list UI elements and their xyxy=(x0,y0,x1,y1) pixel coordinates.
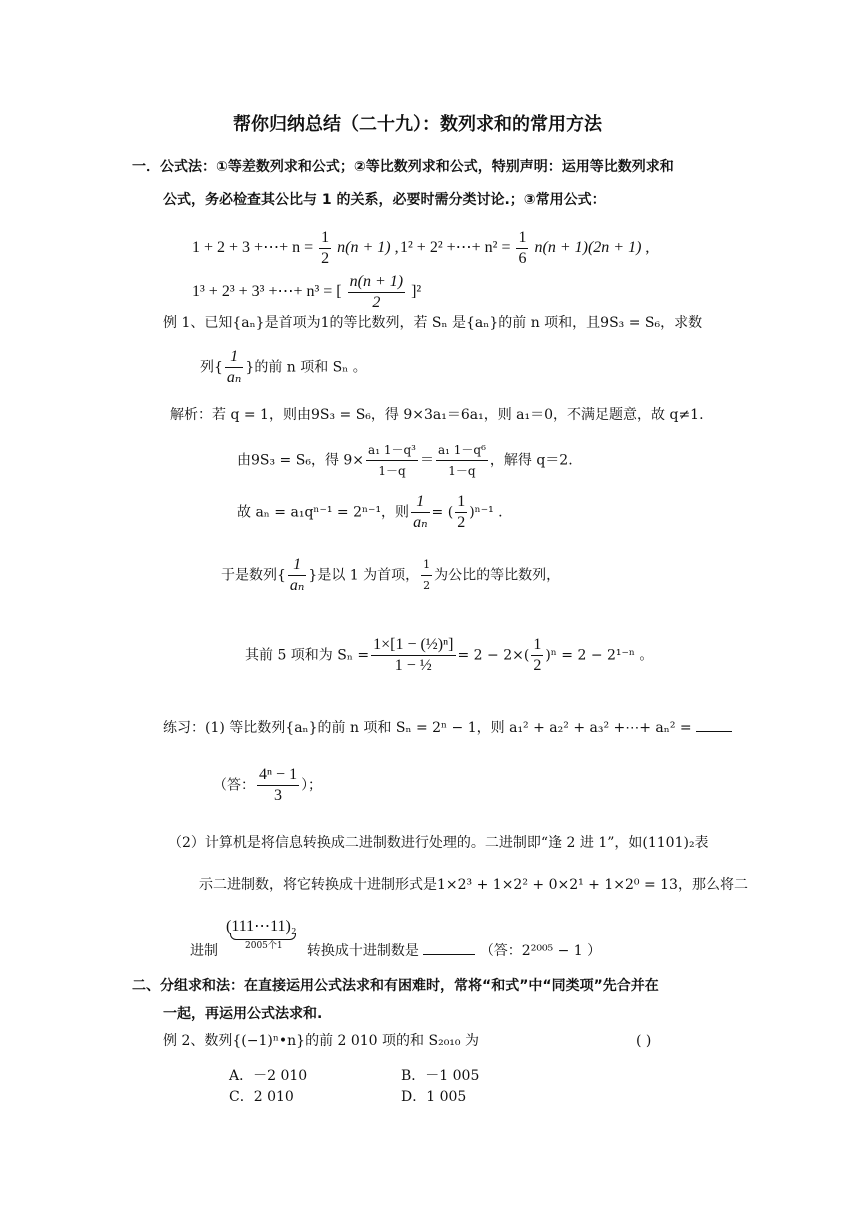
formula-sum-squares xyxy=(400,228,649,269)
underbrace-label: 2005个1 xyxy=(245,941,283,951)
text: ，解得 q＝2. xyxy=(489,452,573,469)
fraction-denominator: 2 xyxy=(423,579,431,592)
sum-fraction xyxy=(371,635,455,676)
half-fraction xyxy=(455,492,467,533)
answer-paren: ( ) xyxy=(636,1033,652,1049)
solution-line2 xyxy=(237,440,573,481)
formula-2-tail: n(n + 1)(2n + 1) xyxy=(534,239,642,257)
fraction-denominator: 2 xyxy=(533,657,542,674)
fraction-denominator: aₙ xyxy=(226,369,242,386)
binary-number: (111⋯11)₂ xyxy=(226,918,297,935)
section1-heading-line1: 一．公式法：①等差数列求和公式；②等比数列求和公式，特别声明：运用等比数列求和 xyxy=(132,159,674,175)
formula-sum-integers xyxy=(192,228,399,269)
example1-stem-line1: 例 1、已知{aₙ}是首项为1的等比数列，若 Sₙ 是{aₙ}的前 n 项和，且9S₃ = S₆，求数 xyxy=(163,315,703,331)
option-a[interactable]: A．－2 010 xyxy=(229,1068,308,1084)
formula-1-tail: n(n + 1) xyxy=(337,239,391,257)
text: 转换成十进制数是 xyxy=(306,943,419,959)
fraction-denominator: 3 xyxy=(274,787,283,804)
solution-line3 xyxy=(237,492,503,533)
fraction-denominator: 6 xyxy=(518,250,527,267)
practice-2-line2: 示二进制数，将它转换成十进制形式是1×2³ + 1×2² + 0×2¹ + 1×2⁰ = 13，那么将二 xyxy=(199,877,748,893)
practice-1 xyxy=(163,718,732,738)
formula-2-lhs: 1² + 2² +⋯+ n² = xyxy=(400,239,511,257)
fraction-numerator: 1 xyxy=(288,555,306,576)
fraction-numerator: 4ⁿ − 1 xyxy=(257,765,299,786)
text: （答： xyxy=(213,777,255,794)
text: 于是数列{ xyxy=(221,567,286,584)
fraction-numerator: 1 xyxy=(455,492,467,513)
formula-2-fraction xyxy=(516,228,528,269)
option-b[interactable]: B．－1 005 xyxy=(401,1068,480,1084)
practice-1-answer xyxy=(213,765,322,806)
formula-1-lhs: 1 + 2 + 3 +⋯+ n = xyxy=(192,239,314,257)
reciprocal-fraction xyxy=(225,347,243,388)
solution-line1: 解析：若 q = 1，则由9S₃ = S₆，得 9×3a₁＝6a₁，则 a₁＝0，不满足题意，故 q≠1. xyxy=(170,407,704,423)
fraction-denominator: 2 xyxy=(457,514,466,531)
text: 故 aₙ = a₁qⁿ⁻¹ = 2ⁿ⁻¹，则 xyxy=(237,504,410,521)
half-fraction xyxy=(421,555,432,596)
underbrace xyxy=(230,933,296,940)
text: }的前 n 项和 Sₙ 。 xyxy=(245,359,367,376)
fraction-numerator: 1 xyxy=(225,347,243,368)
answer-blank[interactable] xyxy=(423,954,475,955)
formula-3-tail: ]² xyxy=(411,283,422,301)
text: = ( xyxy=(431,504,454,521)
fraction-denominator: 1 − ½ xyxy=(394,657,432,674)
section2-heading-line1: 二、分组求和法：在直接运用公式法求和有困难时，常将“和式”中“同类项”先合并在 xyxy=(132,978,659,994)
practice-2-line1: （2）计算机是将信息转换成二进制数进行处理的。二进制即“逢 2 进 1”，如(1101)₂表 xyxy=(168,835,709,851)
fraction-denominator: 1－q xyxy=(448,464,476,478)
text: 进制 xyxy=(190,943,218,959)
fraction-numerator: 1 xyxy=(516,228,528,249)
section2-heading-line2: 一起，再运用公式法求和. xyxy=(163,1006,323,1022)
text: 为公比的等比数列， xyxy=(434,567,561,584)
formula-3-fraction xyxy=(348,272,405,313)
fraction-numerator: 1 xyxy=(531,635,543,656)
half-fraction xyxy=(531,635,543,676)
text: 其前 5 项和为 Sₙ = xyxy=(245,647,370,664)
text: )ⁿ⁻¹ . xyxy=(469,504,503,521)
example2-stem: 例 2、数列{(−1)ⁿ•n}的前 2 010 项的和 S₂₀₁₀ 为 xyxy=(163,1033,479,1049)
reciprocal-fraction xyxy=(288,555,306,596)
fraction-denominator: aₙ xyxy=(413,514,428,531)
fraction-numerator: n(n + 1) xyxy=(348,272,405,293)
equals-sign: ＝ xyxy=(419,452,434,469)
text: 练习：(1) 等比数列{aₙ}的前 n 项和 Sₙ = 2ⁿ − 1，则 a₁² + a₂² + a₃² +⋯+ aₙ² = xyxy=(163,720,692,736)
fraction-numerator: 1×[1 − (½)ⁿ] xyxy=(371,635,455,656)
formula-sum-cubes xyxy=(192,272,421,313)
option-c[interactable]: C．2 010 xyxy=(229,1089,294,1105)
text: )ⁿ = 2 − 2¹⁻ⁿ 。 xyxy=(545,647,654,664)
page-title: 帮你归纳总结（二十九）：数列求和的常用方法 xyxy=(233,114,602,135)
text: （答：2²⁰⁰⁵ − 1 ） xyxy=(479,943,602,959)
text: ）； xyxy=(301,777,323,794)
ratio-fraction-1 xyxy=(366,440,418,481)
ratio-fraction-2 xyxy=(436,440,488,481)
fraction-denominator: 2 xyxy=(372,294,381,311)
section1-heading-line2: 公式，务必检查其公比与 1 的关系，必要时需分类讨论.；③常用公式： xyxy=(163,192,606,208)
solution-line4 xyxy=(221,555,560,596)
fraction-numerator: a₁ 1－q⁶ xyxy=(436,440,488,461)
example1-stem-line2 xyxy=(200,347,367,388)
fraction-denominator: 1－q xyxy=(378,464,406,478)
text: }是以 1 为首项， xyxy=(308,567,420,584)
comma: , xyxy=(645,239,650,257)
fraction-numerator: a₁ 1－q³ xyxy=(366,440,418,461)
text: 列{ xyxy=(200,359,223,376)
fraction-numerator: 1 xyxy=(411,492,429,513)
fraction-numerator: 1 xyxy=(421,555,432,576)
answer-fraction xyxy=(257,765,299,806)
fraction-denominator: 2 xyxy=(321,250,330,267)
option-d[interactable]: D．1 005 xyxy=(401,1089,467,1105)
fraction-numerator: 1 xyxy=(319,228,331,249)
comma: , xyxy=(394,239,399,257)
reciprocal-fraction xyxy=(411,492,429,533)
formula-1-fraction xyxy=(319,228,331,269)
solution-line5 xyxy=(245,635,653,676)
text: 由9S₃ = S₆，得 9× xyxy=(237,452,365,469)
text: = 2 − 2×( xyxy=(457,647,530,664)
formula-3-lhs: 1³ + 2³ + 3³ +⋯+ n³ = [ xyxy=(192,283,342,301)
fraction-denominator: aₙ xyxy=(289,577,305,594)
answer-blank[interactable] xyxy=(696,731,732,732)
